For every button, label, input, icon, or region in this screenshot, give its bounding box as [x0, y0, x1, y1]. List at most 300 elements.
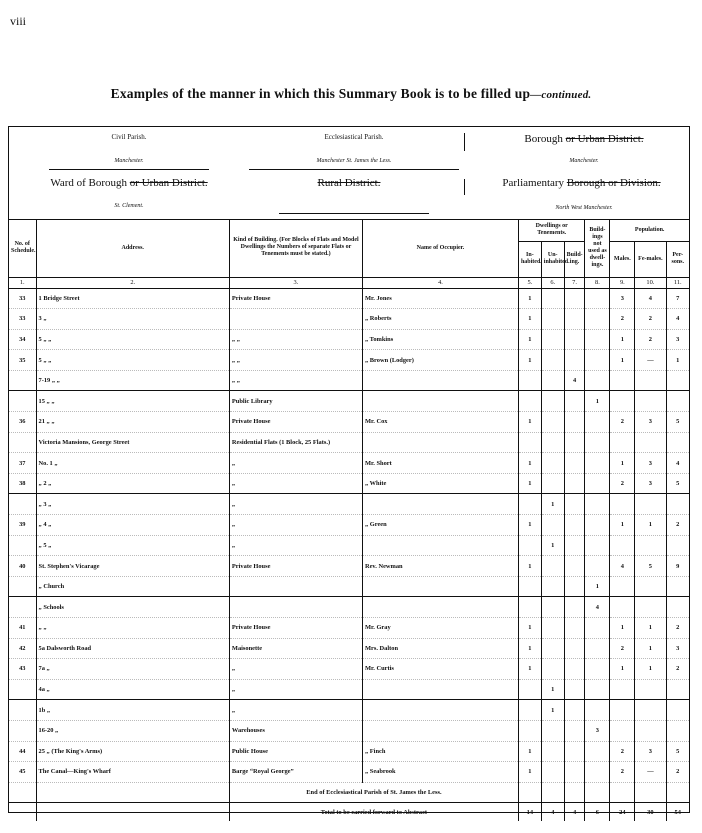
row-address: „ 2 „: [36, 473, 229, 494]
row-uninhabited: 1: [541, 700, 564, 721]
row-building: [564, 679, 585, 700]
col-header-address: Address.: [36, 219, 229, 277]
table-row: [9, 597, 689, 618]
row-persons: [666, 391, 689, 412]
row-persons: 2: [666, 659, 689, 680]
row-uninhabited: [541, 741, 564, 762]
row-occupier: Mr. Curtis: [362, 659, 518, 680]
row-uninhabited: [541, 329, 564, 350]
table-row: [9, 700, 689, 721]
row-kind: „: [229, 535, 362, 556]
row-no: [9, 700, 36, 721]
row-address: 7-19 „ „: [36, 370, 229, 391]
row-females: 1: [635, 659, 666, 680]
row-males: 1: [610, 618, 635, 639]
summary-sheet: [8, 126, 690, 816]
row-males: 1: [610, 453, 635, 474]
row-not-used: [585, 515, 610, 536]
row-address: 1 Bridge Street: [36, 288, 229, 309]
row-building: [564, 638, 585, 659]
table-row: [9, 741, 689, 762]
row-uninhabited: [541, 391, 564, 412]
row-females: 1: [635, 618, 666, 639]
row-kind: Maisonette: [229, 638, 362, 659]
row-no: [9, 597, 36, 618]
row-males: [610, 494, 635, 515]
row-not-used: [585, 618, 610, 639]
row-inhabited: 1: [518, 659, 541, 680]
row-females: 5: [635, 556, 666, 577]
row-persons: [666, 370, 689, 391]
row-occupier: „ Brown (Lodger): [362, 350, 518, 371]
row-males: 2: [610, 412, 635, 433]
row-persons: 1: [666, 350, 689, 371]
row-not-used: [585, 679, 610, 700]
row-kind: Residential Flats (1 Block, 25 Flats.): [229, 432, 362, 453]
row-no: 33: [9, 309, 36, 330]
table-row: [9, 638, 689, 659]
row-not-used: 4: [585, 597, 610, 618]
row-persons: [666, 494, 689, 515]
col-header-uninhabited: Un-inhabited.: [541, 241, 564, 277]
civil-parish-value: Manchester.: [114, 158, 144, 164]
row-males: [610, 679, 635, 700]
row-address: Victoria Mansions, George Street: [36, 432, 229, 453]
row-persons: 5: [666, 741, 689, 762]
row-no: 41: [9, 618, 36, 639]
row-address: 3 „: [36, 309, 229, 330]
row-occupier: [362, 576, 518, 597]
table-row: [9, 762, 689, 783]
page-heading: [0, 86, 702, 102]
row-address: 4a „: [36, 679, 229, 700]
row-kind: Public House: [229, 741, 362, 762]
table-row: [9, 412, 689, 433]
row-inhabited: [518, 700, 541, 721]
row-males: [610, 597, 635, 618]
row-uninhabited: [541, 432, 564, 453]
row-not-used: [585, 473, 610, 494]
row-females: [635, 391, 666, 412]
row-females: 3: [635, 741, 666, 762]
row-not-used: 3: [585, 720, 610, 741]
row-inhabited: [518, 535, 541, 556]
row-females: [635, 576, 666, 597]
summary-table: [9, 219, 689, 821]
row-no: [9, 576, 36, 597]
row-not-used: 1: [585, 391, 610, 412]
total-building: 4: [564, 803, 585, 822]
table-row: [9, 556, 689, 577]
row-building: [564, 576, 585, 597]
row-address: 21 „ „: [36, 412, 229, 433]
row-occupier: [362, 679, 518, 700]
row-males: 4: [610, 556, 635, 577]
row-no: [9, 720, 36, 741]
row-inhabited: [518, 494, 541, 515]
row-no: 45: [9, 762, 36, 783]
row-no: 34: [9, 329, 36, 350]
row-occupier: Mr. Cox: [362, 412, 518, 433]
row-address: 16-20 „: [36, 720, 229, 741]
row-inhabited: 1: [518, 515, 541, 536]
total-uninhabited: 4: [541, 803, 564, 822]
row-building: [564, 432, 585, 453]
row-uninhabited: [541, 618, 564, 639]
row-building: [564, 453, 585, 474]
row-persons: [666, 432, 689, 453]
row-address: 7a „: [36, 659, 229, 680]
row-not-used: [585, 350, 610, 371]
row-inhabited: 1: [518, 762, 541, 783]
table-row: [9, 618, 689, 639]
col-header-building: Build-ing.: [564, 241, 585, 277]
total-males: 24: [610, 803, 635, 822]
row-inhabited: 1: [518, 288, 541, 309]
row-inhabited: [518, 391, 541, 412]
row-persons: [666, 700, 689, 721]
row-inhabited: [518, 720, 541, 741]
table-row: [9, 350, 689, 371]
row-uninhabited: [541, 556, 564, 577]
sheet-header: [9, 127, 689, 220]
row-persons: [666, 597, 689, 618]
column-number-row: 1. 2. 3. 4. 5. 6. 7. 8. 9. 10. 11.: [9, 277, 689, 288]
row-females: [635, 679, 666, 700]
row-no: 35: [9, 350, 36, 371]
row-persons: 5: [666, 473, 689, 494]
row-females: 4: [635, 288, 666, 309]
row-females: 3: [635, 453, 666, 474]
row-persons: 2: [666, 762, 689, 783]
row-uninhabited: [541, 762, 564, 783]
row-occupier: „ Seabrook: [362, 762, 518, 783]
row-males: [610, 391, 635, 412]
row-occupier: Mr. Jones: [362, 288, 518, 309]
row-inhabited: 1: [518, 453, 541, 474]
row-occupier: Mr. Short: [362, 453, 518, 474]
row-building: [564, 494, 585, 515]
row-females: [635, 432, 666, 453]
row-persons: [666, 720, 689, 741]
row-building: [564, 597, 585, 618]
row-address: No. 1 „: [36, 453, 229, 474]
row-building: [564, 412, 585, 433]
row-address: 5 „ „: [36, 350, 229, 371]
row-inhabited: 1: [518, 309, 541, 330]
row-no: [9, 370, 36, 391]
row-uninhabited: 1: [541, 679, 564, 700]
row-uninhabited: [541, 659, 564, 680]
row-address: „ 4 „: [36, 515, 229, 536]
row-uninhabited: [541, 638, 564, 659]
row-females: [635, 597, 666, 618]
row-address: 15 „ „: [36, 391, 229, 412]
row-females: —: [635, 350, 666, 371]
row-persons: 4: [666, 453, 689, 474]
row-females: 1: [635, 638, 666, 659]
row-address: 25 „ (The King's Arms): [36, 741, 229, 762]
civil-parish-label: Civil Parish.: [111, 133, 147, 141]
row-kind: „: [229, 700, 362, 721]
row-males: [610, 535, 635, 556]
row-persons: 7: [666, 288, 689, 309]
row-address: 5 „ „: [36, 329, 229, 350]
row-not-used: [585, 453, 610, 474]
row-kind: Barge “Royal George”: [229, 762, 362, 783]
row-males: 2: [610, 741, 635, 762]
table-row: [9, 370, 689, 391]
borough-value: Manchester.: [569, 158, 599, 164]
row-no: 42: [9, 638, 36, 659]
row-inhabited: 1: [518, 329, 541, 350]
table-row: [9, 576, 689, 597]
row-address: 1b „: [36, 700, 229, 721]
row-males: [610, 576, 635, 597]
row-kind: Private House: [229, 288, 362, 309]
row-females: [635, 720, 666, 741]
row-uninhabited: [541, 720, 564, 741]
ward-label: Ward of Borough or Urban District.: [50, 177, 208, 189]
col-header-population: Population.: [610, 219, 689, 241]
row-inhabited: [518, 597, 541, 618]
row-no: [9, 535, 36, 556]
table-row: [9, 329, 689, 350]
ecclesiastical-parish-label: Ecclesiastical Parish.: [324, 133, 384, 141]
total-not-used: 6: [585, 803, 610, 822]
row-not-used: [585, 370, 610, 391]
row-females: [635, 370, 666, 391]
row-females: 2: [635, 329, 666, 350]
row-not-used: [585, 762, 610, 783]
row-not-used: [585, 329, 610, 350]
row-not-used: [585, 288, 610, 309]
row-occupier: „ Green: [362, 515, 518, 536]
table-row: [9, 494, 689, 515]
row-not-used: [585, 432, 610, 453]
row-no: 37: [9, 453, 36, 474]
row-not-used: [585, 535, 610, 556]
row-building: [564, 473, 585, 494]
row-address: „ 3 „: [36, 494, 229, 515]
row-occupier: Mrs. Dalton: [362, 638, 518, 659]
row-males: 2: [610, 309, 635, 330]
row-persons: 3: [666, 329, 689, 350]
row-building: [564, 309, 585, 330]
row-males: [610, 370, 635, 391]
row-occupier: [362, 720, 518, 741]
row-males: [610, 432, 635, 453]
row-address: „ Church: [36, 576, 229, 597]
row-uninhabited: 1: [541, 535, 564, 556]
table-row: [9, 659, 689, 680]
total-no: —: [9, 803, 36, 822]
row-uninhabited: [541, 370, 564, 391]
col-header-dwellings: Dwellings or Tenements.: [518, 219, 585, 241]
total-row: [9, 803, 689, 822]
row-inhabited: [518, 679, 541, 700]
row-address: 5a Dalsworth Road: [36, 638, 229, 659]
row-not-used: [585, 556, 610, 577]
row-building: 4: [564, 370, 585, 391]
row-persons: 2: [666, 515, 689, 536]
row-no: 43: [9, 659, 36, 680]
row-males: 1: [610, 329, 635, 350]
row-persons: 2: [666, 618, 689, 639]
borough-label: Borough or Urban District.: [524, 133, 644, 145]
row-occupier: [362, 700, 518, 721]
row-no: 39: [9, 515, 36, 536]
row-no: 36: [9, 412, 36, 433]
row-not-used: [585, 412, 610, 433]
row-persons: [666, 535, 689, 556]
row-building: [564, 700, 585, 721]
row-building: [564, 659, 585, 680]
parliamentary-label: Parliamentary Borough or Division.: [502, 177, 661, 189]
row-occupier: „ Roberts: [362, 309, 518, 330]
table-row: [9, 391, 689, 412]
table-row: [9, 679, 689, 700]
row-inhabited: 1: [518, 473, 541, 494]
row-persons: [666, 576, 689, 597]
row-not-used: [585, 659, 610, 680]
row-address: „ „: [36, 618, 229, 639]
row-building: [564, 720, 585, 741]
row-uninhabited: [541, 597, 564, 618]
col-header-buildings-not-used: Build-ings not used as dwell-ings.: [585, 219, 610, 277]
row-inhabited: 1: [518, 350, 541, 371]
row-females: 2: [635, 309, 666, 330]
heading-suffix: —continued.: [530, 89, 592, 101]
row-not-used: [585, 494, 610, 515]
row-inhabited: 1: [518, 618, 541, 639]
row-kind: „: [229, 659, 362, 680]
row-males: [610, 720, 635, 741]
row-address: „ Schools: [36, 597, 229, 618]
row-kind: „ „: [229, 329, 362, 350]
col-header-occupier: Name of Occupier.: [362, 219, 518, 277]
row-occupier: Rev. Newman: [362, 556, 518, 577]
row-kind: Private House: [229, 412, 362, 433]
row-females: [635, 494, 666, 515]
row-building: [564, 391, 585, 412]
row-males: 2: [610, 473, 635, 494]
row-inhabited: [518, 576, 541, 597]
col-header-males: Males.: [610, 241, 635, 277]
row-uninhabited: [541, 515, 564, 536]
row-males: 1: [610, 350, 635, 371]
row-uninhabited: [541, 412, 564, 433]
row-occupier: „ Finch: [362, 741, 518, 762]
row-kind: [229, 309, 362, 330]
table-row: [9, 720, 689, 741]
table-row: [9, 288, 689, 309]
end-note: End of Ecclesiastical Parish of St. James the Less.: [229, 782, 518, 803]
col-header-kind: Kind of Building. (For Blocks of Flats and Model Dwellings the Numbers of separate Flats or Tenements must be stated.): [229, 219, 362, 277]
row-occupier: „ Tomkins: [362, 329, 518, 350]
row-inhabited: [518, 432, 541, 453]
row-kind: „: [229, 473, 362, 494]
row-males: [610, 700, 635, 721]
row-kind: „ „: [229, 350, 362, 371]
table-row: [9, 535, 689, 556]
table-row: [9, 453, 689, 474]
row-address: „ 5 „: [36, 535, 229, 556]
row-persons: 9: [666, 556, 689, 577]
row-kind: [229, 597, 362, 618]
row-no: [9, 494, 36, 515]
row-uninhabited: [541, 309, 564, 330]
row-building: [564, 556, 585, 577]
col-header-no: No. of Schedule.: [9, 219, 36, 277]
col-header-persons: Per-sons.: [666, 241, 689, 277]
row-not-used: [585, 309, 610, 330]
row-females: 3: [635, 412, 666, 433]
row-uninhabited: [541, 576, 564, 597]
row-no: 33: [9, 288, 36, 309]
row-no: [9, 432, 36, 453]
row-kind: „: [229, 515, 362, 536]
row-occupier: [362, 391, 518, 412]
row-males: 2: [610, 762, 635, 783]
row-building: [564, 329, 585, 350]
ecclesiastical-parish-value: Manchester St. James the Less.: [316, 158, 392, 164]
row-kind: [229, 576, 362, 597]
page-number: viii: [10, 14, 27, 28]
col-header-inhabited: In-habited.: [518, 241, 541, 277]
row-occupier: [362, 597, 518, 618]
row-inhabited: 1: [518, 556, 541, 577]
row-occupier: „ White: [362, 473, 518, 494]
row-females: 1: [635, 515, 666, 536]
row-uninhabited: 1: [541, 494, 564, 515]
row-kind: „: [229, 453, 362, 474]
row-persons: [666, 679, 689, 700]
row-not-used: [585, 700, 610, 721]
row-uninhabited: [541, 350, 564, 371]
row-kind: „: [229, 494, 362, 515]
row-females: [635, 700, 666, 721]
row-inhabited: 1: [518, 638, 541, 659]
heading-main: Examples of the manner in which this Summary Book is to be filled up: [110, 86, 531, 101]
row-persons: 4: [666, 309, 689, 330]
row-females: 3: [635, 473, 666, 494]
end-note-row: [9, 782, 689, 803]
table-row: [9, 309, 689, 330]
row-inhabited: [518, 370, 541, 391]
row-persons: 3: [666, 638, 689, 659]
parliamentary-value: North West Manchester.: [555, 205, 613, 211]
row-males: 1: [610, 515, 635, 536]
row-not-used: [585, 638, 610, 659]
row-no: [9, 391, 36, 412]
row-kind: Public Library: [229, 391, 362, 412]
rural-district-label: Rural District.: [317, 177, 381, 189]
row-building: [564, 350, 585, 371]
row-kind: „: [229, 679, 362, 700]
row-building: [564, 762, 585, 783]
row-address: St. Stephen's Vicarage: [36, 556, 229, 577]
row-inhabited: 1: [518, 412, 541, 433]
row-building: [564, 618, 585, 639]
row-occupier: [362, 432, 518, 453]
table-row: [9, 515, 689, 536]
row-males: 2: [610, 638, 635, 659]
table-row: [9, 473, 689, 494]
row-females: [635, 535, 666, 556]
row-males: 1: [610, 659, 635, 680]
row-no: 40: [9, 556, 36, 577]
